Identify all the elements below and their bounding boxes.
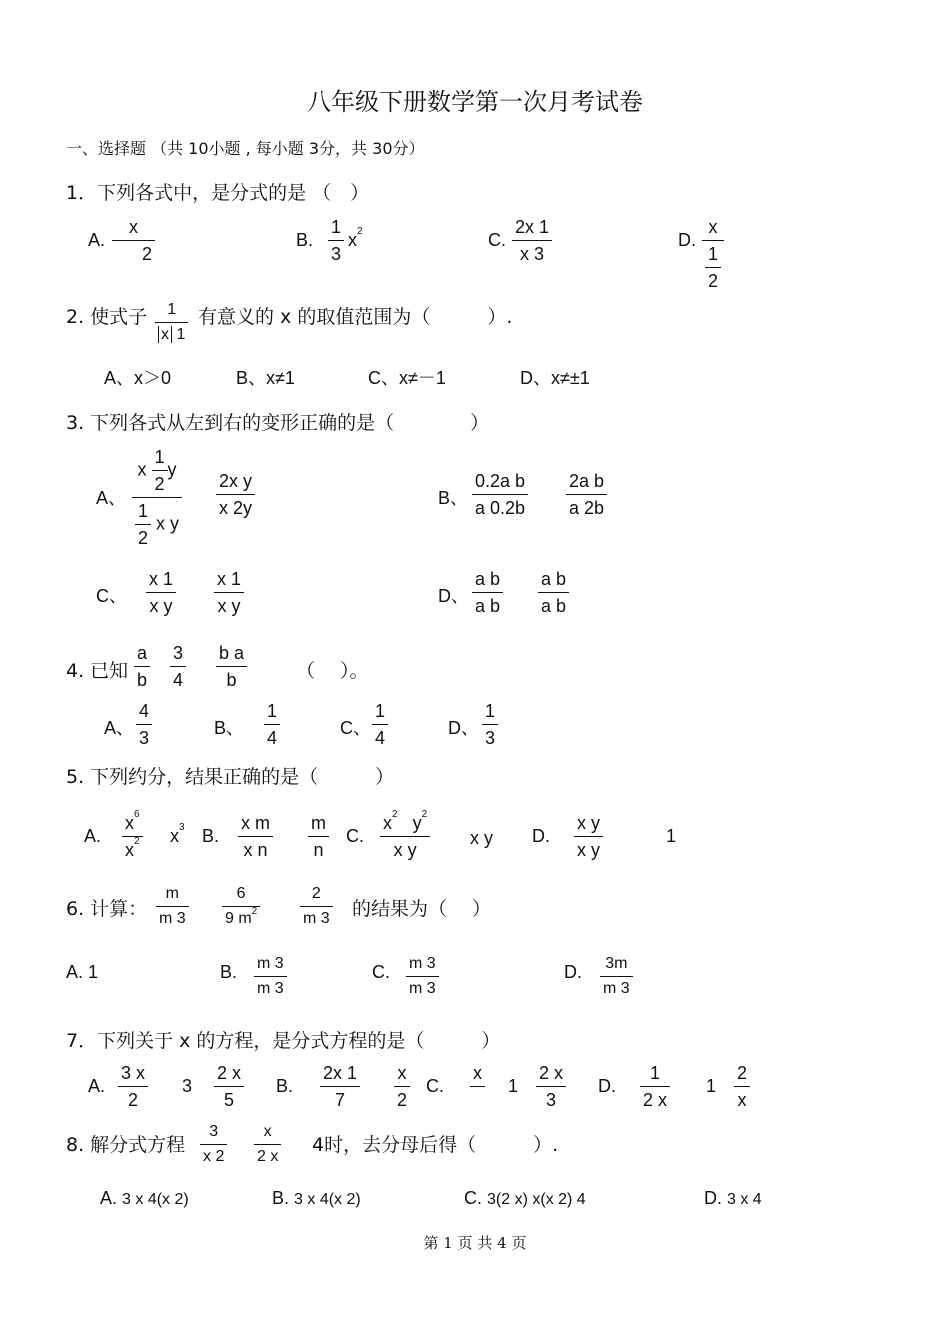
- q7-option-a-label: A.: [88, 1076, 106, 1096]
- q4-option-b-label: B、: [214, 718, 245, 738]
- value: 1: [88, 962, 99, 982]
- numerator: x: [473, 1063, 482, 1083]
- q3-option-a-left: [132, 448, 182, 547]
- question-2-tail: 有意义的 x 的取值范围为（ ）.: [198, 306, 513, 328]
- q6-option-a: [66, 962, 98, 983]
- q1-option-a-frac: [112, 218, 155, 263]
- q3-option-c-right: [214, 570, 244, 615]
- question-6-tail: 的结果为（ ）: [352, 898, 492, 920]
- var-y: y: [167, 459, 177, 480]
- q5-option-c-frac: [380, 809, 430, 860]
- q3-option-a-right: [216, 472, 255, 517]
- exponent: 3: [179, 822, 185, 833]
- numerator: a b: [541, 569, 567, 589]
- question-4-tail: （ ）。: [296, 660, 369, 682]
- exponent: 2: [392, 809, 398, 820]
- numerator: 2x 1: [323, 1063, 358, 1083]
- q8-term-1: [200, 1124, 227, 1165]
- label: B.: [272, 1188, 290, 1208]
- denominator: m 3: [257, 980, 284, 997]
- denominator: m 3: [303, 910, 330, 927]
- numerator: 3m: [605, 955, 628, 972]
- denominator: 4: [173, 670, 184, 690]
- question-8-tail: 4时，去分母后得（ ）.: [312, 1134, 559, 1156]
- numerator: m 3: [409, 955, 436, 972]
- numerator: x 1: [217, 569, 242, 589]
- q3-option-d-label: D、: [438, 586, 469, 606]
- q5-option-b-label: B.: [202, 826, 220, 846]
- denominator: n: [313, 840, 324, 860]
- value: 3(2 x) x(x 2) 4: [487, 1191, 586, 1208]
- numerator: 2: [737, 1063, 748, 1083]
- q3-option-d-left: [472, 570, 503, 615]
- denominator: 3: [139, 728, 150, 748]
- exponent: 2: [134, 836, 140, 847]
- q4-given-left: [134, 644, 150, 689]
- numerator: a: [137, 643, 148, 663]
- q3-option-c-left: [146, 570, 176, 615]
- q7-option-d-left: [640, 1064, 670, 1109]
- denominator: x n: [243, 840, 268, 860]
- numerator: x: [397, 1063, 407, 1083]
- value: x≠1: [266, 368, 295, 388]
- numerator: 3 x: [121, 1063, 146, 1083]
- denominator: a 2b: [569, 498, 605, 518]
- value: 3 x 4(x 2): [122, 1191, 189, 1208]
- label: D.: [704, 1188, 722, 1208]
- denominator: m 3: [603, 980, 630, 997]
- numerator: 2x y: [219, 471, 253, 491]
- numerator: x m: [241, 813, 270, 833]
- label: A、: [104, 368, 135, 388]
- numerator: 3: [209, 1123, 219, 1140]
- q7-option-b-label: B.: [276, 1076, 294, 1096]
- numerator: 1: [331, 217, 342, 237]
- denominator: 2 x: [257, 1148, 279, 1165]
- q7-option-b-left: [320, 1064, 360, 1109]
- denominator: 3: [485, 728, 496, 748]
- denominator: 4: [375, 728, 386, 748]
- numerator: 1: [650, 1063, 661, 1083]
- q4-option-a-label: A、: [104, 718, 135, 738]
- q1-option-d-label: D.: [678, 230, 696, 250]
- q7-option-d-right: [734, 1064, 750, 1109]
- exponent: 6: [134, 809, 140, 820]
- page-title: 八年级下册数学第一次月考试卷: [307, 88, 643, 116]
- numerator: x 1: [149, 569, 174, 589]
- question-1: 1．下列各式中，是分式的是 （ ）: [66, 182, 370, 204]
- denominator: 5: [224, 1090, 235, 1110]
- numerator: m 3: [257, 955, 284, 972]
- q4-target: [216, 644, 247, 689]
- denominator: [702, 241, 724, 290]
- q2-option-b: [236, 364, 295, 390]
- numerator: 1: [708, 244, 719, 264]
- q5-option-d-label: D.: [532, 826, 550, 846]
- value: 3 x 4: [727, 1191, 762, 1208]
- absolute-value: x: [158, 326, 172, 343]
- q7-option-c-const: 1: [508, 1076, 519, 1096]
- q4-option-d-label: D、: [448, 718, 479, 738]
- question-5: 5. 下列约分，结果正确的是（ ）: [66, 766, 395, 788]
- q3-option-c-label: C、: [96, 586, 127, 606]
- numerator: 2 x: [217, 1063, 242, 1083]
- q5-option-b-right: [308, 814, 329, 859]
- value: x≠－1: [399, 368, 446, 388]
- q8-term-2: [254, 1124, 281, 1165]
- numerator: b a: [219, 643, 245, 663]
- q5-option-d-result: 1: [666, 826, 677, 846]
- nested-frac: [705, 245, 721, 290]
- denominator: m 3: [409, 980, 436, 997]
- numerator: 1: [485, 701, 496, 721]
- q7-option-c-left: [470, 1064, 485, 1109]
- q5-option-c-result: x y: [470, 828, 494, 848]
- q7-option-a-left: [118, 1064, 148, 1109]
- q6-term-1: [156, 886, 189, 927]
- denominator: x y: [217, 596, 241, 616]
- q2-option-d: [520, 364, 590, 390]
- exponent: 2: [251, 906, 258, 917]
- q1-option-c-label: C.: [488, 230, 506, 250]
- denominator: 2: [154, 474, 165, 494]
- q7-option-c-label: C.: [426, 1076, 444, 1096]
- q3-option-b-right: [566, 472, 607, 517]
- q4-option-c: [372, 702, 388, 747]
- denominator: a b: [541, 596, 567, 616]
- denominator: b: [226, 670, 237, 690]
- numerator: [122, 809, 143, 836]
- q4-option-d: [482, 702, 498, 747]
- label: C、: [368, 368, 399, 388]
- question-2-lead: 2. 使式子: [66, 306, 148, 328]
- q8-option-b: [272, 1188, 361, 1209]
- denominator: 4: [267, 728, 278, 748]
- numerator: 3: [173, 643, 184, 663]
- q6-option-d-frac: [600, 956, 633, 997]
- denominator: 2: [128, 1090, 139, 1110]
- q4-option-b: [264, 702, 280, 747]
- denominator: 2 x: [643, 1090, 668, 1110]
- q1-option-b-frac: [328, 218, 344, 263]
- numerator: 1: [154, 447, 165, 467]
- question-3: 3. 下列各式从左到右的变形正确的是（ ）: [66, 412, 490, 434]
- denominator: x 2y: [219, 498, 253, 518]
- numerator: 1: [138, 501, 149, 521]
- numerator: m: [165, 885, 179, 902]
- q3-option-d-right: [538, 570, 569, 615]
- q7-option-a-const: 3: [182, 1076, 193, 1096]
- q8-option-c: [464, 1188, 586, 1209]
- numerator: m: [311, 813, 326, 833]
- value: x＞0: [134, 368, 172, 388]
- label: C.: [464, 1188, 482, 1208]
- var-xy: x y: [156, 513, 180, 534]
- question-8-lead: 8. 解分式方程: [66, 1134, 186, 1156]
- q2-option-c: [368, 364, 446, 390]
- numerator: 2: [311, 885, 321, 902]
- label: A.: [66, 962, 84, 982]
- q4-option-c-label: C、: [340, 718, 371, 738]
- q3-option-a-label: A、: [96, 488, 127, 508]
- q5-option-d-frac: [574, 814, 603, 859]
- denominator: x y: [577, 840, 601, 860]
- numerator: 1: [375, 701, 386, 721]
- numerator: x: [263, 1123, 272, 1140]
- base: x: [125, 813, 134, 833]
- numerator: 1: [167, 301, 177, 318]
- q5-option-a-frac: [122, 809, 143, 860]
- value: x≠±1: [551, 368, 590, 388]
- q3-option-b-left: [472, 472, 528, 517]
- q8-option-d: [704, 1188, 762, 1209]
- label: B、: [236, 368, 267, 388]
- q5-option-c-label: C.: [346, 826, 364, 846]
- q7-option-c-right: [536, 1064, 566, 1109]
- denominator: x 3: [520, 244, 545, 264]
- numerator: x y: [577, 813, 601, 833]
- denominator: x y: [149, 596, 173, 616]
- numerator: 1: [267, 701, 278, 721]
- denominator: x 2: [203, 1148, 225, 1165]
- numerator: 6: [236, 885, 246, 902]
- q6-term-2: [222, 886, 260, 927]
- numerator: 2x 1: [515, 217, 550, 237]
- numerator: 2a b: [569, 471, 605, 491]
- q5-option-b-left: [238, 814, 273, 859]
- q6-option-b-label: B.: [220, 962, 238, 982]
- denominator: [132, 498, 182, 547]
- q2-option-a: [104, 364, 171, 390]
- q7-option-b-right: [394, 1064, 410, 1109]
- denominator: m 3: [159, 910, 186, 927]
- q7-option-d-label: D.: [598, 1076, 616, 1096]
- q1-option-d-frac: [702, 218, 724, 290]
- denominator: 2: [397, 1090, 408, 1110]
- q6-option-c-frac: [406, 956, 439, 997]
- exponent: 2: [357, 226, 363, 237]
- numerator: [380, 809, 430, 836]
- numerator: x: [708, 217, 718, 237]
- denominator: x y: [393, 840, 417, 860]
- q1-option-c-frac: [512, 218, 552, 263]
- q6-term-3: [300, 886, 333, 927]
- denominator: 2: [138, 528, 149, 548]
- denominator: [222, 907, 260, 927]
- question-6-lead: 6. 计算：: [66, 898, 148, 920]
- q6-option-b-frac: [254, 956, 287, 997]
- q8-option-a: [100, 1188, 189, 1209]
- denominator-const: 1: [176, 326, 186, 343]
- denominator: 2: [708, 271, 719, 291]
- q7-option-a-right: [214, 1064, 244, 1109]
- var-x: x: [137, 459, 147, 480]
- denominator: [472, 1087, 483, 1109]
- denominator: [155, 323, 188, 343]
- variable: x: [348, 230, 357, 250]
- half: [135, 502, 151, 547]
- base-y: y: [412, 813, 422, 833]
- numerator: a b: [475, 569, 501, 589]
- q6-option-c-label: C.: [372, 962, 390, 982]
- q4-option-a: [136, 702, 152, 747]
- exponent: 2: [421, 809, 428, 820]
- q7-option-d-const: 1: [706, 1076, 717, 1096]
- half: [152, 448, 168, 493]
- denominator: a 0.2b: [475, 498, 526, 518]
- label: D、: [520, 368, 551, 388]
- q1-option-b-label: B.: [296, 230, 314, 250]
- numerator: 0.2a b: [475, 471, 526, 491]
- denominator: 2: [142, 244, 153, 264]
- question-4-lead: 4. 已知: [66, 660, 129, 682]
- page-footer: 第 1 页 共 4 页: [423, 1234, 527, 1252]
- denominator: 3: [546, 1090, 557, 1110]
- denominator-text: 9 m: [225, 910, 252, 927]
- q6-option-d-label: D.: [564, 962, 582, 982]
- value: 3 x 4(x 2): [294, 1191, 361, 1208]
- denominator: 3: [331, 244, 342, 264]
- denominator: b: [137, 670, 148, 690]
- numerator: 4: [139, 701, 150, 721]
- section-heading: 一、选择题 （共 10小题 , 每小题 3分，共 30分）: [66, 139, 425, 158]
- q1-option-a-label: A.: [88, 230, 106, 250]
- numerator: [135, 448, 180, 497]
- denominator: [122, 837, 143, 859]
- numerator: 2 x: [539, 1063, 564, 1083]
- question-7: 7．下列关于 x 的方程，是分式方程的是（ ）: [66, 1030, 501, 1052]
- q1-option-b-term: [348, 226, 363, 251]
- label: A.: [100, 1188, 118, 1208]
- denominator: x: [737, 1090, 747, 1110]
- denominator: a b: [475, 596, 501, 616]
- base: x: [125, 840, 134, 860]
- base-x: x: [383, 813, 392, 833]
- q4-given-right: [170, 644, 186, 689]
- q5-option-a-label: A.: [84, 826, 102, 846]
- q2-expression: [155, 302, 188, 343]
- q3-option-b-label: B、: [438, 488, 469, 508]
- denominator: 7: [335, 1090, 346, 1110]
- q5-option-a-result: [170, 822, 185, 847]
- base: x: [170, 826, 179, 846]
- numerator: x: [129, 217, 138, 237]
